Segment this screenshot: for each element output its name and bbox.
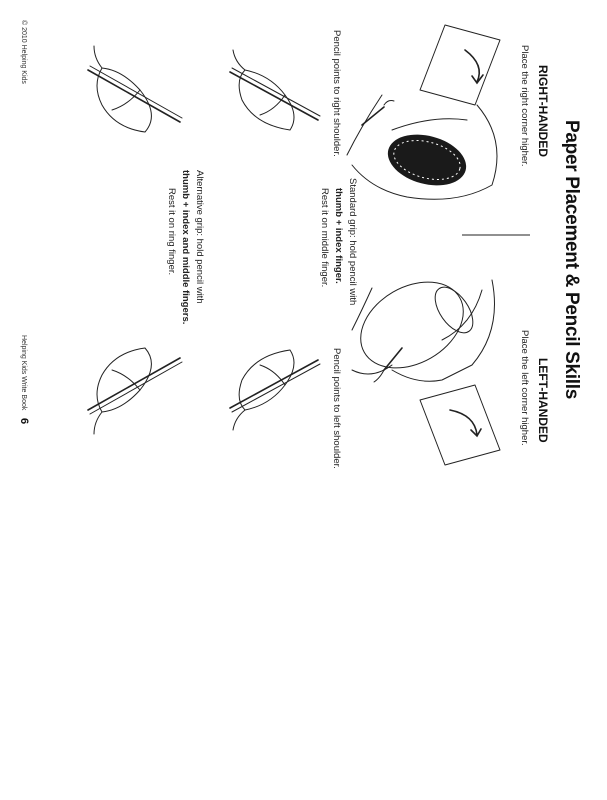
footer-right: © 2010 Helping Kids [20, 20, 27, 84]
page-title: Paper Placement & Pencil Skills [561, 120, 582, 400]
left-paper-caption: Place the left corner higher. [519, 330, 530, 446]
left-handed-heading: LEFT-HANDED [536, 358, 550, 443]
hand-grip-left-top-illustration [220, 330, 330, 440]
grip1-caption-line1: Standard grip: hold pencil with [347, 178, 358, 306]
left-angle-caption: Pencil points to left shoulder. [331, 348, 342, 469]
right-angle-caption: Pencil points to right shoulder. [331, 30, 342, 157]
right-paper-caption: Place the right corner higher. [519, 45, 530, 167]
footer-left: Helping Kids Write Book [20, 335, 27, 411]
grip2-caption-line3: Rest it on ring finger. [166, 188, 177, 276]
grip2-caption-line1: Alternative grip: hold pencil with [194, 170, 205, 304]
page-number: 6 [18, 418, 30, 425]
grip1-caption-line2: thumb + index finger. [333, 188, 344, 284]
child-writing-left-illustration [342, 270, 512, 400]
child-writing-right-illustration [337, 85, 512, 220]
grip2-caption-line2: thumb + index and middle fingers. [180, 170, 191, 325]
hand-grip-right-bottom-illustration [80, 40, 190, 150]
grip1-caption-line3: Rest it on middle finger. [319, 188, 330, 288]
hand-grip-left-bottom-illustration [80, 330, 190, 440]
hand-grip-right-top-illustration [220, 40, 330, 150]
right-handed-heading: RIGHT-HANDED [536, 65, 550, 157]
